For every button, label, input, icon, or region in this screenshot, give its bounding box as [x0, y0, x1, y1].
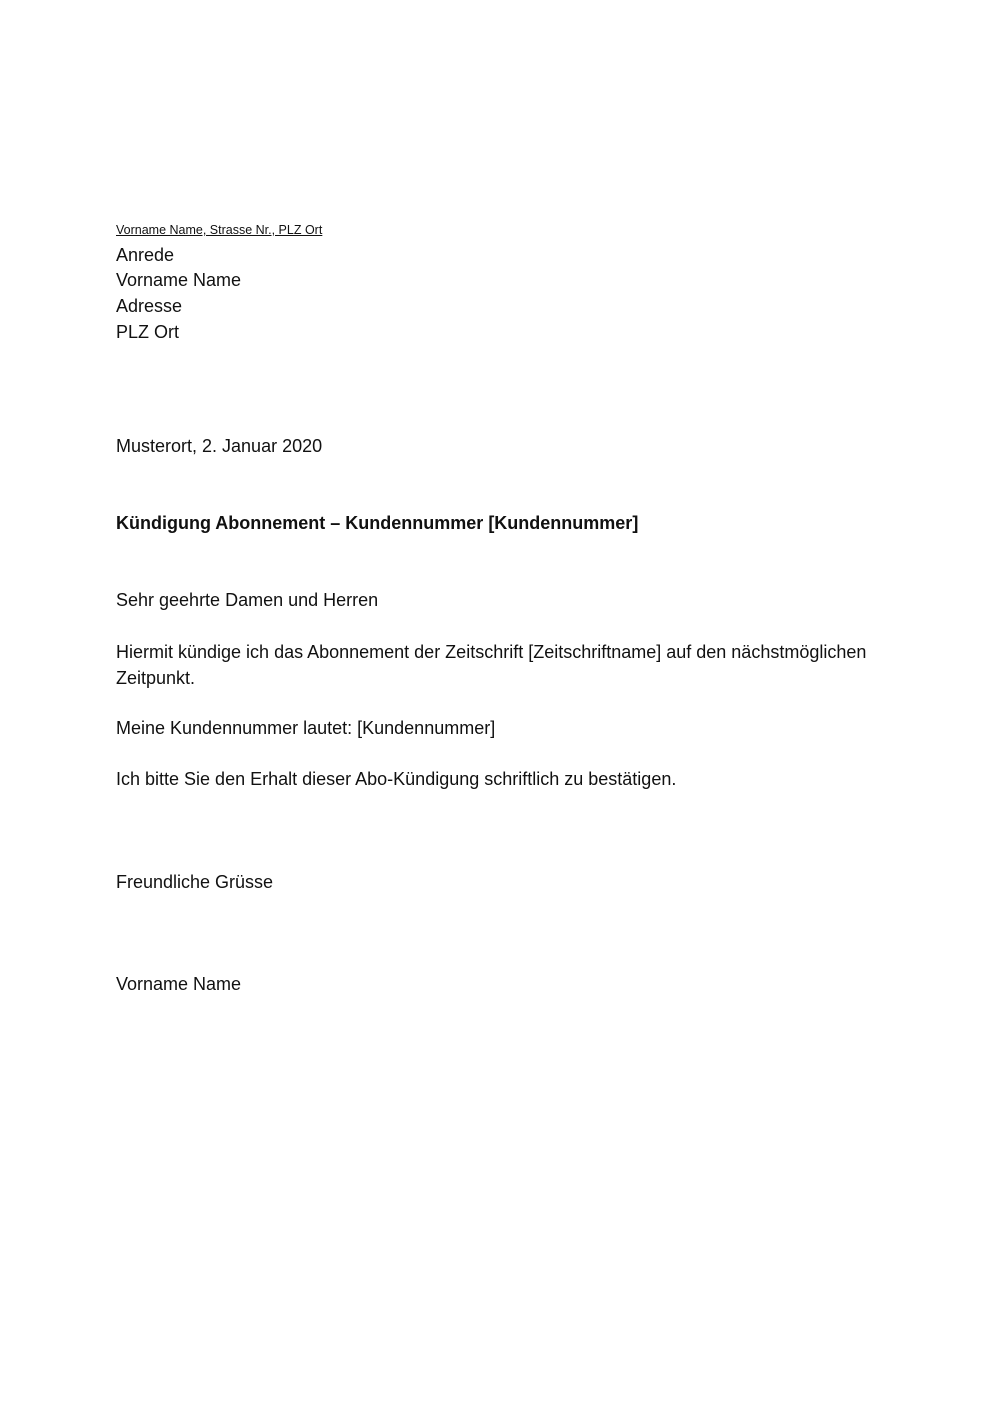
- letter-greeting: Sehr geehrte Damen und Herren: [116, 590, 379, 610]
- letter-signature: Vorname Name: [116, 974, 242, 994]
- place-date: Musterort, 2. Januar 2020: [116, 436, 323, 456]
- body-paragraph-1-line-1: Hiermit kündige ich das Abonnement der Zeitschrift [Zeitschriftname] auf den nächstmöglichen: [116, 642, 867, 662]
- recipient-name: Vorname Name: [116, 270, 242, 290]
- letter-closing: Freundliche Grüsse: [116, 872, 274, 892]
- recipient-city: PLZ Ort: [116, 322, 180, 342]
- recipient-address: Adresse: [116, 296, 183, 316]
- body-paragraph-1-line-2: Zeitpunkt.: [116, 668, 196, 688]
- recipient-salutation: Anrede: [116, 245, 175, 265]
- sender-line: Vorname Name, Strasse Nr., PLZ Ort: [116, 223, 323, 237]
- body-paragraph-3: Ich bitte Sie den Erhalt dieser Abo-Kündigung schriftlich zu bestätigen.: [116, 769, 677, 789]
- letter-subject: Kündigung Abonnement – Kundennummer [Kundennummer]: [116, 513, 639, 533]
- body-paragraph-2: Meine Kundennummer lautet: [Kundennummer]: [116, 718, 496, 738]
